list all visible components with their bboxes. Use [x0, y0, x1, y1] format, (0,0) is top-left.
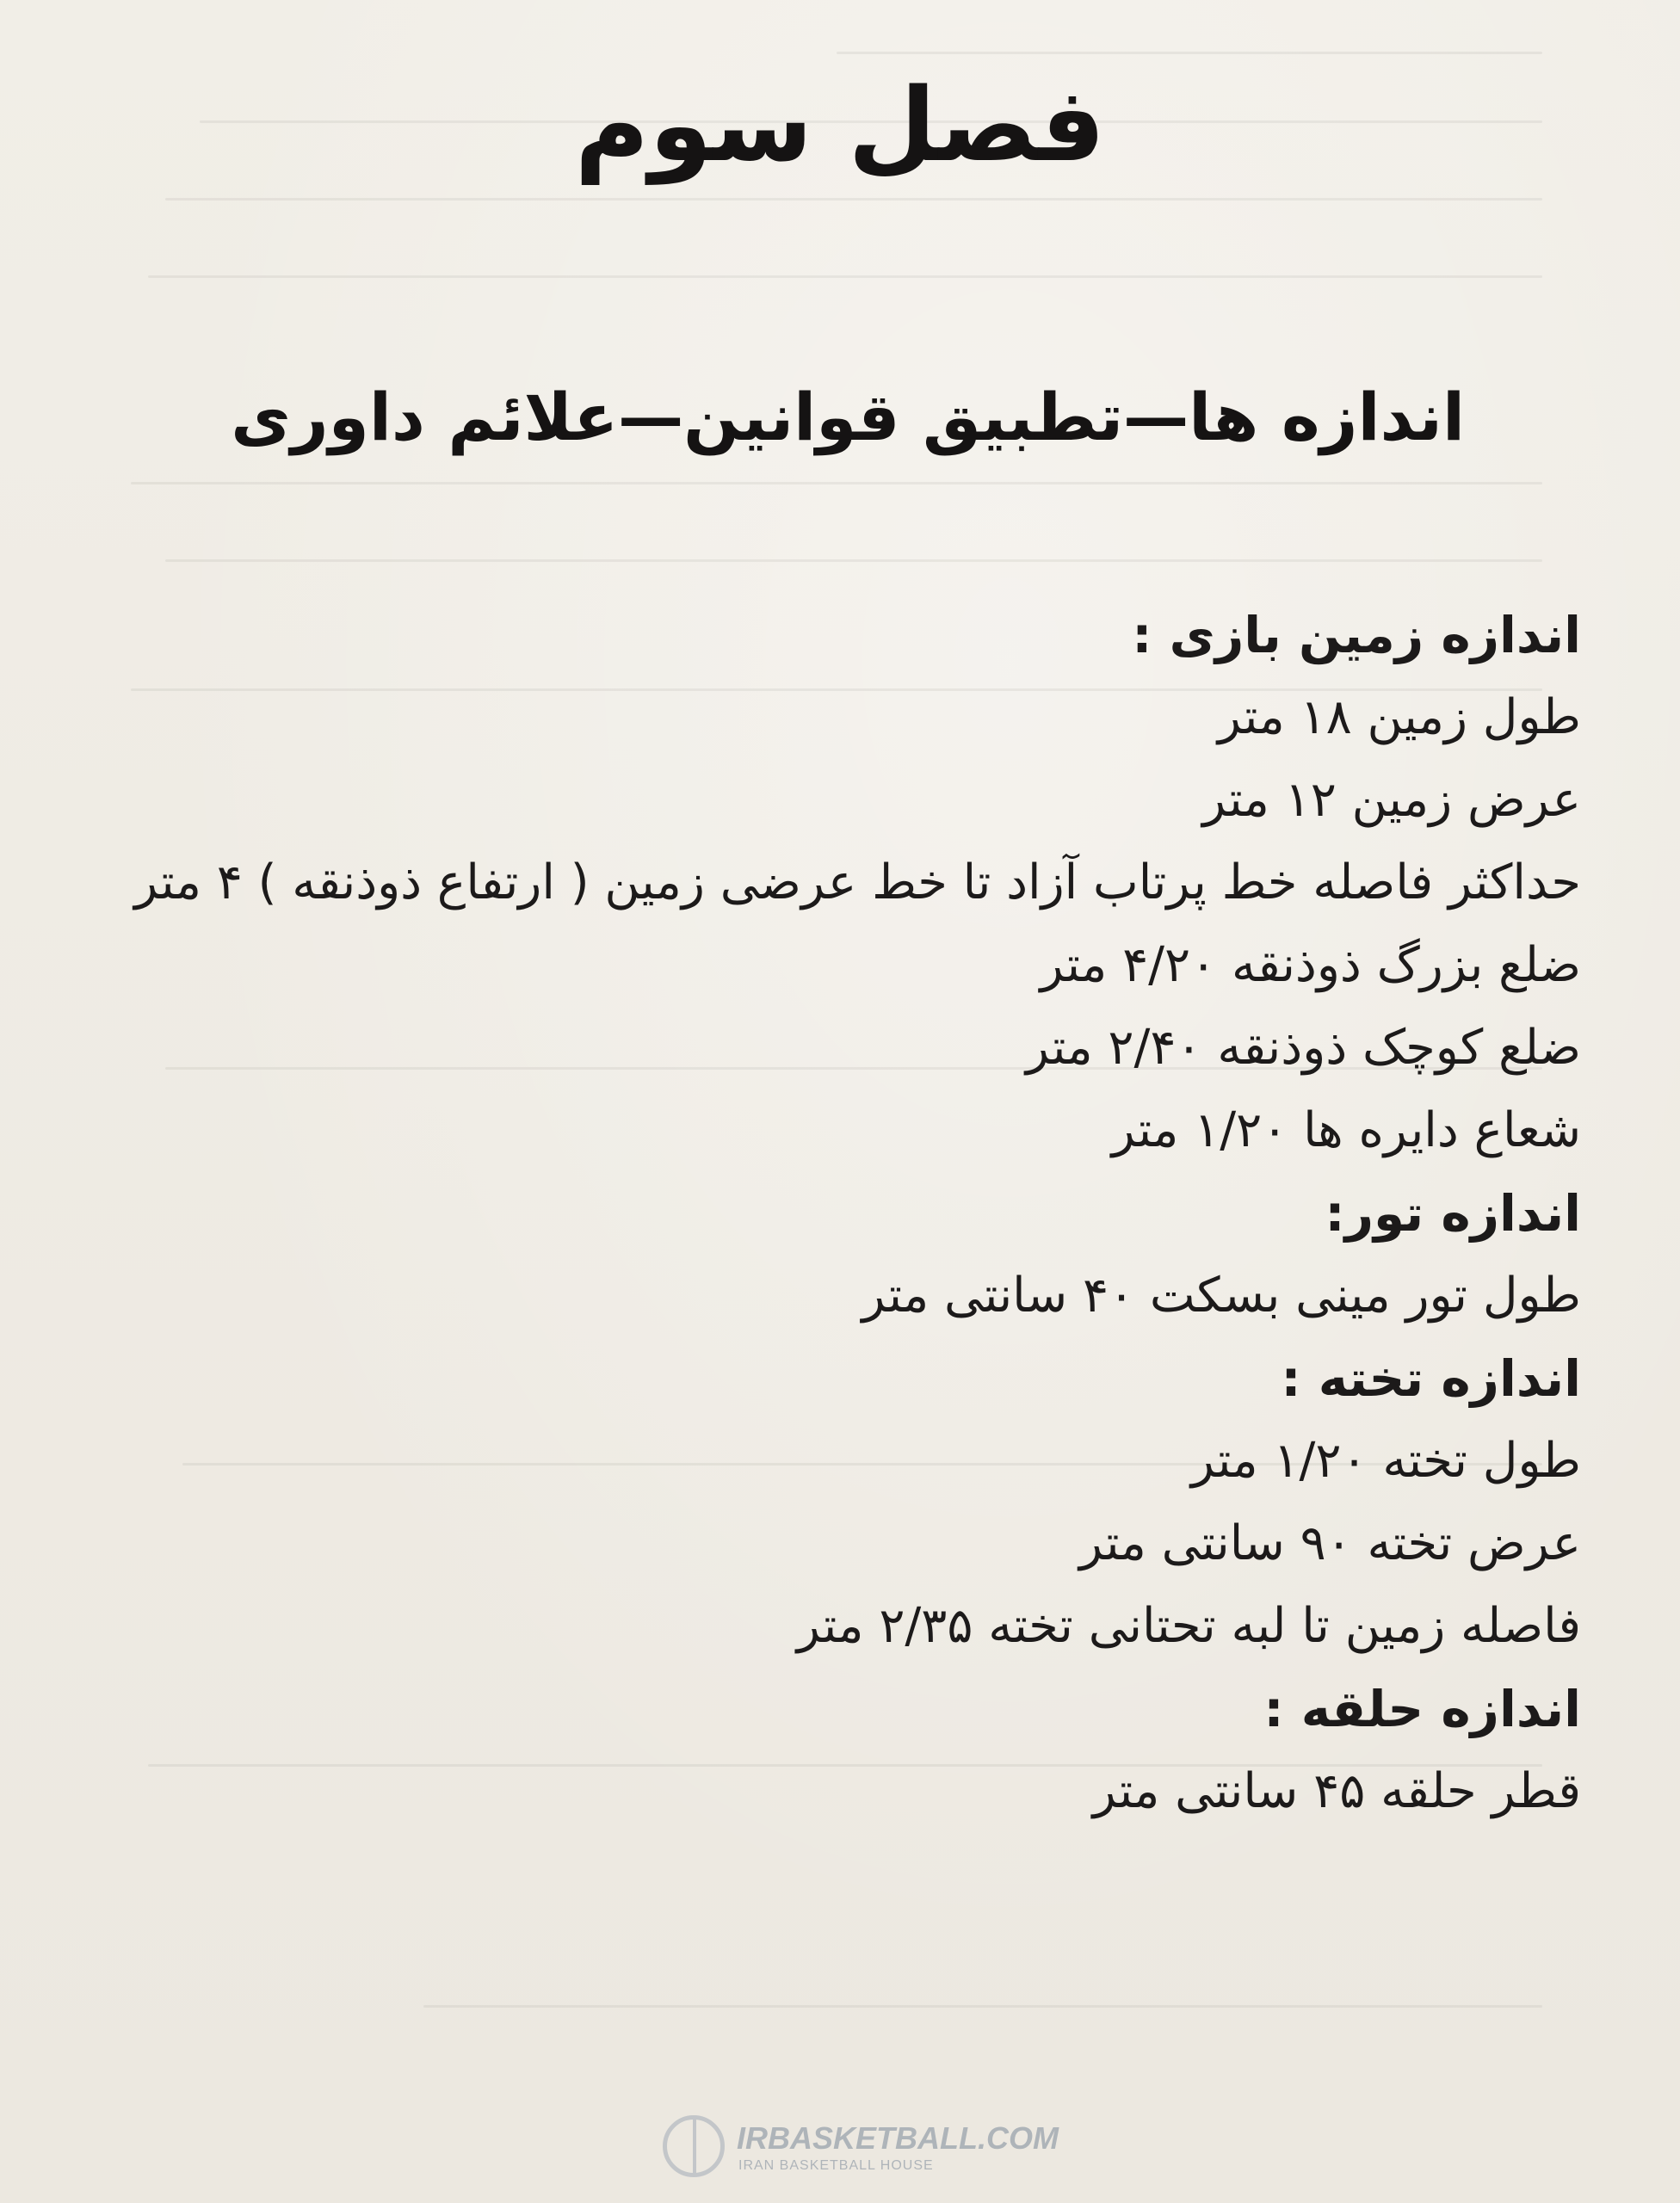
bleed-through-line [148, 275, 1542, 278]
board-length-line: طول تخته ۱/۲۰ متر [1190, 1433, 1581, 1489]
board-height-line: فاصله زمین تا لبه تحتانی تخته ۲/۳۵ متر [796, 1598, 1581, 1654]
bleed-through-line [423, 2005, 1542, 2008]
bleed-through-line [131, 482, 1542, 484]
trapezoid-short-side-line: ضلع کوچک ذوذنقه ۲/۴۰ متر [1025, 1020, 1581, 1076]
bleed-through-line [165, 559, 1542, 562]
section-heading-field: اندازه زمین بازی : [1132, 606, 1581, 664]
chapter-subtitle: اندازه ها—تطبیق قوانین—علائم داوری [231, 379, 1465, 455]
basketball-icon [663, 2115, 725, 2177]
page-body [101, 594, 1581, 1833]
section-heading-ring: اندازه حلقه : [1263, 1680, 1581, 1738]
net-length-line: طول تور مینی بسکت ۴۰ سانتی متر [862, 1268, 1581, 1324]
watermark-logo [663, 2108, 1059, 2186]
field-length-line: طول زمین ۱۸ متر [1217, 689, 1581, 745]
bleed-through-line [837, 52, 1542, 54]
watermark-site: IRBASKETBALL.COM [737, 2120, 1059, 2156]
watermark-tagline: IRAN BASKETBALL HOUSE [738, 2158, 934, 2173]
section-heading-net: اندازه تور: [1325, 1184, 1581, 1243]
circle-radius-line: شعاع دایره ها ۱/۲۰ متر [1111, 1102, 1581, 1158]
chapter-title: فصل سوم [574, 65, 1106, 184]
bleed-through-line [165, 198, 1542, 201]
board-width-line: عرض تخته ۹۰ سانتی متر [1079, 1515, 1581, 1571]
trapezoid-long-side-line: ضلع بزرگ ذوذنقه ۴/۲۰ متر [1040, 937, 1581, 993]
field-width-line: عرض زمین ۱۲ متر [1202, 772, 1581, 828]
ring-diameter-line: قطر حلقه ۴۵ سانتی متر [1092, 1763, 1581, 1819]
free-throw-distance-line: حداکثر فاصله خط پرتاب آزاد تا خط عرضی زمین ( ارتفاع ذوذنقه ) ۴ متر [134, 855, 1581, 910]
section-heading-board: اندازه تخته : [1281, 1349, 1581, 1408]
